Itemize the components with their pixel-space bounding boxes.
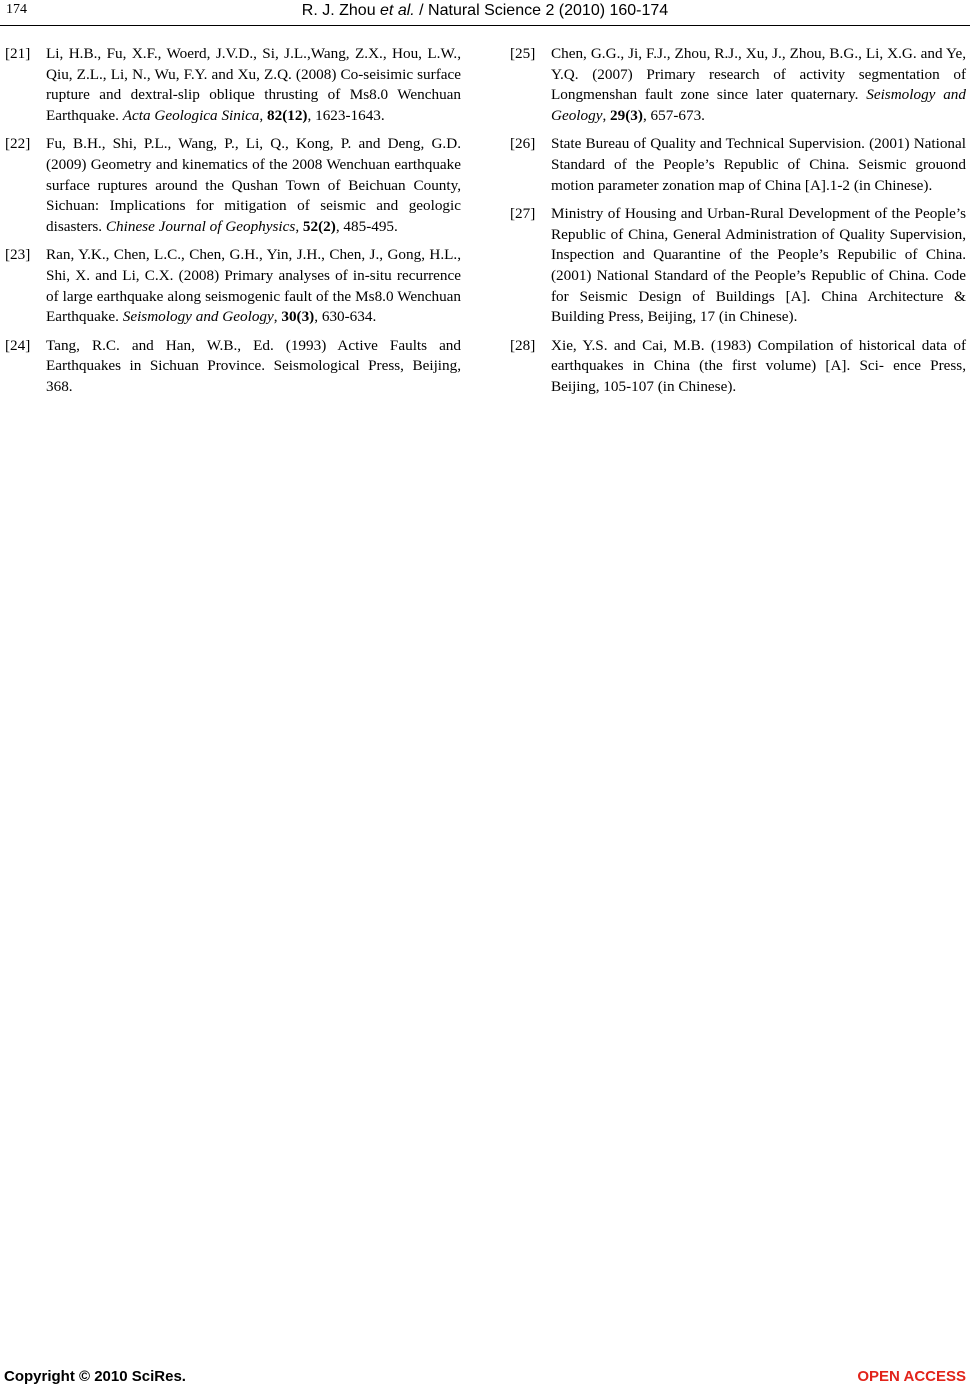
running-title-authors: R. J. Zhou <box>301 2 381 19</box>
reference-journal: Seismology and Geology <box>551 86 966 124</box>
references-right-column <box>510 44 966 406</box>
reference-pages: , 630-634. <box>314 308 377 326</box>
page-footer <box>0 1368 970 1388</box>
reference-number: [28] <box>510 336 536 354</box>
reference-number: [24] <box>5 336 31 354</box>
reference-text: Tang, R.C. and Han, W.B., Ed. (1993) Active Faults and Earthquakes in Sichuan Province. Seismological Press, Beijing, 368. <box>46 336 461 395</box>
reference-sep: , <box>602 106 611 124</box>
reference-text: Ministry of Housing and Urban-Rural Development of the People’s Republic of China, General Administration of Quality Supervision, Inspection and Quarantine of the People’s Repubilic of China. (2001) National Standard of the People’s Republic of China. Code for Seismic Design of Buildings [A]. China Architecture & Building Press, Beijing, 17 (in Chinese). <box>551 205 966 326</box>
reference-item <box>510 336 966 398</box>
reference-item <box>5 336 461 398</box>
reference-text: Li, H.B., Fu, X.F., Woerd, J.V.D., Si, J.L.,Wang, Z.X., Hou, L.W., Qiu, Z.L., Li, N., Wu, F.Y. and Xu, Z.Q. (2008) Co-seisimic surface rupture and dextral-slip oblique thrusting of Ms8.0 Wenchuan Earthquake. <box>46 45 461 124</box>
reference-sep: , <box>295 217 303 235</box>
reference-text: Fu, B.H., Shi, P.L., Wang, P., Li, Q., Kong, P. and Deng, G.D. (2009) Geometry and kinematics of the 2008 Wenchuan earthquake surface ruptures around the Qushan Town of Beichuan County, Sichuan: Implications for mitigation of seismic and geologic disasters. <box>46 135 461 235</box>
reference-item <box>5 134 461 237</box>
copyright-notice: Copyright © 2010 SciRes. <box>4 1368 186 1385</box>
page-header <box>0 0 970 28</box>
reference-journal: Seismology and Geology <box>122 308 274 326</box>
reference-item <box>5 245 461 327</box>
reference-item <box>510 44 966 126</box>
reference-sep: , <box>273 308 282 326</box>
running-title-journal: / Natural Science 2 (2010) 160-174 <box>414 2 669 19</box>
reference-journal: Chinese Journal of Geophysics <box>105 217 296 235</box>
reference-pages: , 1623-1643. <box>307 106 385 124</box>
reference-number: [22] <box>5 135 31 153</box>
reference-number: [27] <box>510 205 536 223</box>
reference-volume: 30(3) <box>281 308 315 326</box>
reference-number: [25] <box>510 45 536 62</box>
reference-pages: , 657-673. <box>642 106 705 124</box>
reference-volume: 52(2) <box>302 217 336 235</box>
running-title <box>0 2 970 20</box>
reference-item <box>510 134 966 196</box>
reference-item <box>510 204 966 328</box>
reference-item <box>5 44 461 126</box>
header-rule <box>0 25 970 26</box>
reference-journal: Acta Geologica Sinica <box>122 106 260 124</box>
reference-sep: , <box>259 106 267 124</box>
page-number: 174 <box>6 2 27 17</box>
reference-text: State Bureau of Quality and Technical Supervision. (2001) National Standard of the People’s Republic of China. Seismic grouond motion parameter zonation map of China [A].1-2 (in Chinese). <box>551 135 966 194</box>
references-left-column <box>5 44 461 406</box>
reference-number: [26] <box>510 135 536 153</box>
running-title-etal: et al. <box>380 2 415 19</box>
reference-text: Ran, Y.K., Chen, L.C., Chen, G.H., Yin, J.H., Chen, J., Gong, H.L., Shi, X. and Li, C.X. (2008) Primary analyses of in-situ recurrence of large earthquake along seismogenic fault of the Ms8.0 Wenchuan Earthquake. <box>46 246 461 326</box>
reference-text: Chen, G.G., Ji, F.J., Zhou, R.J., Xu, J., Zhou, B.G., Li, X.G. and Ye, Y.Q. (2007) Primary research of activity segmentation of Longmenshan fault zone since later quaternary. <box>551 45 966 104</box>
reference-number: [21] <box>5 45 31 62</box>
reference-pages: , 485-495. <box>335 217 398 235</box>
reference-volume: 29(3) <box>610 106 643 124</box>
reference-number: [23] <box>5 246 31 264</box>
reference-volume: 82(12) <box>267 106 308 124</box>
open-access-label: OPEN ACCESS <box>857 1368 966 1385</box>
reference-text: Xie, Y.S. and Cai, M.B. (1983) Compilation of historical data of earthquakes in China (the first volume) [A]. Sci- ence Press, Beijing, 105-107 (in Chinese). <box>551 336 966 395</box>
